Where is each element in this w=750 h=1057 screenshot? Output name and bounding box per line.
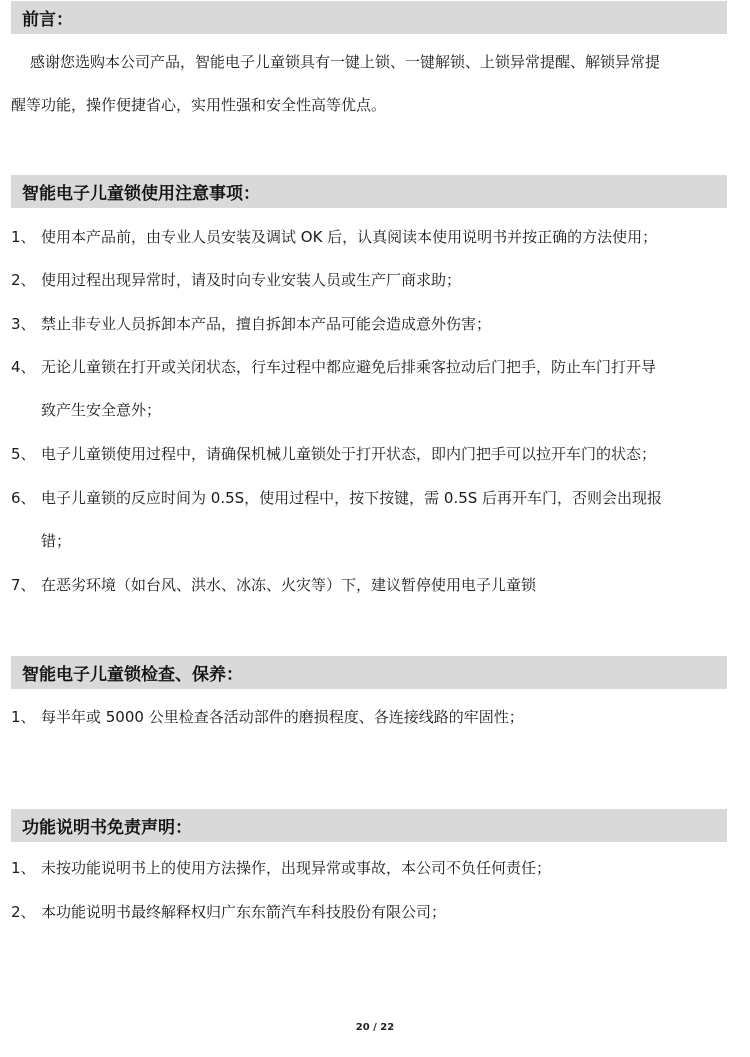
- section-title: 智能电子儿童锁使用注意事项：: [22, 184, 260, 204]
- item-number: 4、: [11, 358, 36, 376]
- section-header-disclaimer: [11, 809, 727, 842]
- item-text: 未按功能说明书上的使用方法操作，出现异常或事故，本公司不负任何责任；: [41, 859, 552, 877]
- section-title: 功能说明书免责声明：: [22, 818, 192, 838]
- item-number: 7、: [11, 576, 36, 594]
- item-text: 无论儿童锁在打开或关闭状态，行车过程中都应避免后排乘客拉动后门把手，防止车门打开导: [41, 358, 657, 376]
- section-header-preface: [11, 1, 727, 34]
- item-number: 3、: [11, 315, 36, 333]
- item-number: 1、: [11, 859, 36, 877]
- item-text: 使用过程出现异常时，请及时向专业安装人员或生产厂商求助；: [41, 271, 462, 289]
- preface-paragraph-line-1: 感谢您选购本公司产品，智能电子儿童锁具有一键上锁、一键解锁、上锁异常提醒、解锁异常提: [30, 53, 661, 71]
- item-number: 5、: [11, 445, 36, 463]
- item-text-continuation: 错；: [41, 532, 72, 550]
- item-text: 本功能说明书最终解释权归广东东箭汽车科技股份有限公司；: [41, 903, 447, 921]
- item-text: 在恶劣环境（如台风、洪水、冰冻、火灾等）下，建议暂停使用电子儿童锁: [41, 576, 537, 594]
- item-text: 禁止非专业人员拆卸本产品，擅自拆卸本产品可能会造成意外伤害；: [41, 315, 492, 333]
- item-text-continuation: 致产生安全意外；: [41, 401, 162, 419]
- section-title: 前言：: [22, 10, 73, 30]
- preface-paragraph-line-2: 醒等功能，操作便捷省心，实用性强和安全性高等优点。: [11, 96, 387, 114]
- section-header-maintenance: [11, 656, 727, 689]
- item-number: 2、: [11, 271, 36, 289]
- item-text: 电子儿童锁使用过程中，请确保机械儿童锁处于打开状态，即内门把手可以拉开车门的状态；: [41, 445, 657, 463]
- item-number: 2、: [11, 903, 36, 921]
- item-text: 使用本产品前，由专业人员安装及调试 OK 后，认真阅读本使用说明书并按正确的方法使用；: [41, 228, 658, 246]
- item-number: 6、: [11, 489, 36, 507]
- item-number: 1、: [11, 228, 36, 246]
- item-number: 1、: [11, 708, 36, 726]
- page-number: 20 / 22: [355, 1022, 395, 1033]
- item-text: 每半年或 5000 公里检查各活动部件的磨损程度、各连接线路的牢固性；: [41, 708, 524, 726]
- section-title: 智能电子儿童锁检查、保养：: [22, 665, 243, 685]
- item-text: 电子儿童锁的反应时间为 0.5S，使用过程中，按下按键，需 0.5S 后再开车门，否则会出现报: [41, 489, 663, 507]
- section-header-precautions: [11, 175, 727, 208]
